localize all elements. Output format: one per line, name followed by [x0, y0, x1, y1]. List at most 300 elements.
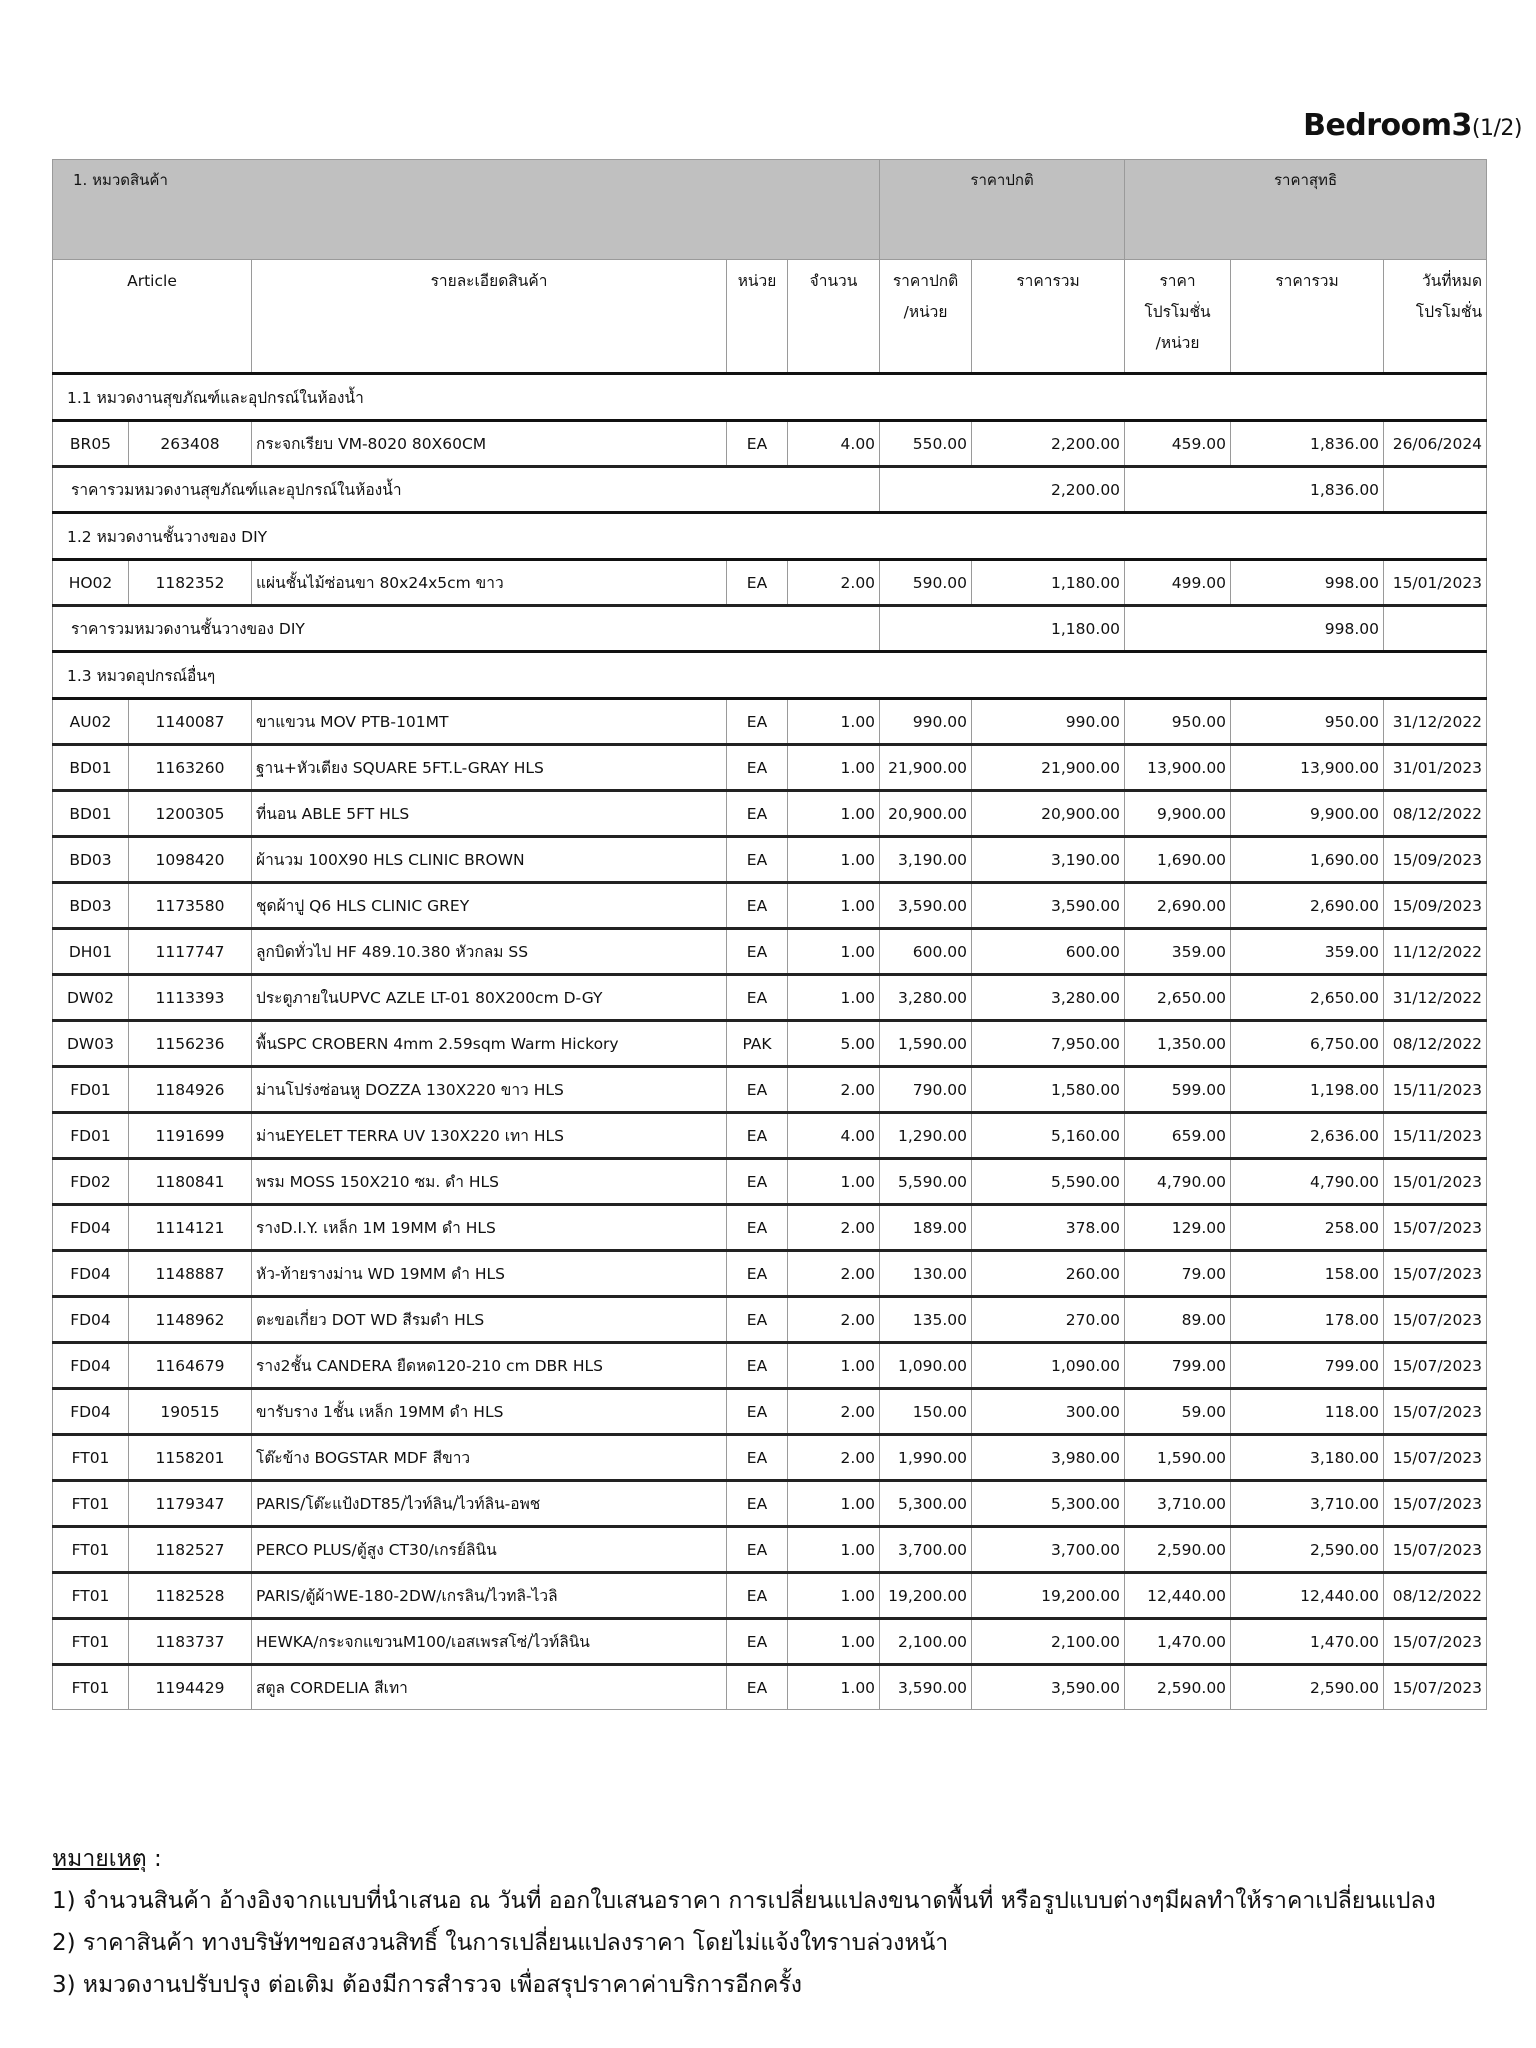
subtotal-regular: 2,200.00 [880, 467, 1125, 513]
col-promo-end-line2: โปรโมชั่น [1415, 303, 1483, 321]
item-promo-total: 1,198.00 [1231, 1067, 1384, 1113]
group-header-regular-price: ราคาปกติ [880, 160, 1125, 260]
item-promo-price: 359.00 [1125, 929, 1231, 975]
item-description: PARIS/โต๊ะแป้งDT85/ไวท์ลิน/ไวท์ลิน-อพช [252, 1481, 727, 1527]
item-code: FD01 [53, 1067, 129, 1113]
item-unit-price: 1,990.00 [880, 1435, 972, 1481]
item-promo-total: 3,180.00 [1231, 1435, 1384, 1481]
item-promo-price: 4,790.00 [1125, 1159, 1231, 1205]
item-unit-price: 189.00 [880, 1205, 972, 1251]
item-unit-price: 5,590.00 [880, 1159, 972, 1205]
item-code: FD04 [53, 1389, 129, 1435]
table-row [53, 1297, 1487, 1343]
item-unit: EA [727, 791, 788, 837]
note-line: 3) หมวดงานปรับปรุง ต่อเติม ต้องมีการสำรวจ เพื่อสรุปราคาค่าบริการอีกครั้ง [52, 1972, 802, 1998]
item-promo-total: 2,590.00 [1231, 1527, 1384, 1573]
item-unit: EA [727, 1205, 788, 1251]
item-unit: EA [727, 883, 788, 929]
item-promo-end: 15/07/2023 [1384, 1297, 1487, 1343]
item-unit: EA [727, 1251, 788, 1297]
item-total: 3,700.00 [972, 1527, 1125, 1573]
item-article: 1114121 [129, 1205, 252, 1251]
group-header-category: 1. หมวดสินค้า [53, 160, 880, 260]
col-regular-unit-price [880, 260, 972, 374]
item-code: BD03 [53, 883, 129, 929]
section-title: 1.1 หมวดงานสุขภัณฑ์และอุปกรณ์ในห้องน้ำ [53, 374, 1487, 421]
subtotal-promo: 1,836.00 [1125, 467, 1384, 513]
item-promo-end: 15/07/2023 [1384, 1481, 1487, 1527]
item-promo-price: 1,470.00 [1125, 1619, 1231, 1665]
item-unit-price: 550.00 [880, 421, 972, 467]
item-description: ที่นอน ABLE 5FT HLS [252, 791, 727, 837]
item-total: 3,280.00 [972, 975, 1125, 1021]
table-row [53, 745, 1487, 791]
item-quantity: 1.00 [788, 745, 880, 791]
item-code: FD04 [53, 1343, 129, 1389]
item-total: 20,900.00 [972, 791, 1125, 837]
item-code: FD02 [53, 1159, 129, 1205]
item-quantity: 1.00 [788, 1343, 880, 1389]
item-quantity: 1.00 [788, 1159, 880, 1205]
table-row [53, 1665, 1487, 1710]
table-row [53, 1205, 1487, 1251]
col-unit: หน่วย [727, 260, 788, 374]
table-row [53, 1067, 1487, 1113]
item-quantity: 1.00 [788, 837, 880, 883]
item-total: 2,100.00 [972, 1619, 1125, 1665]
col-quantity: จำนวน [788, 260, 880, 374]
section-title: 1.3 หมวดอุปกรณ์อื่นๆ [53, 652, 1487, 699]
table-row [53, 975, 1487, 1021]
item-promo-price: 12,440.00 [1125, 1573, 1231, 1619]
item-unit: EA [727, 1389, 788, 1435]
page-title [1303, 108, 1522, 143]
subtotal-empty [1384, 606, 1487, 652]
item-article: 1148962 [129, 1297, 252, 1343]
item-unit: EA [727, 745, 788, 791]
item-quantity: 2.00 [788, 1435, 880, 1481]
item-description: ฐาน+หัวเตียง SQUARE 5FT.L-GRAY HLS [252, 745, 727, 791]
item-article: 1156236 [129, 1021, 252, 1067]
item-promo-end: 15/07/2023 [1384, 1527, 1487, 1573]
page-title-text: Bedroom3 [1303, 108, 1472, 143]
item-promo-total: 178.00 [1231, 1297, 1384, 1343]
item-unit-price: 130.00 [880, 1251, 972, 1297]
column-header-row [53, 260, 1487, 374]
item-unit-price: 150.00 [880, 1389, 972, 1435]
item-unit-price: 790.00 [880, 1067, 972, 1113]
group-header-row [53, 160, 1487, 260]
col-regular-total: ราคารวม [972, 260, 1125, 374]
item-total: 600.00 [972, 929, 1125, 975]
subtotal-row [53, 467, 1487, 513]
item-description: ขาแขวน MOV PTB-101MT [252, 699, 727, 745]
item-code: FD04 [53, 1205, 129, 1251]
item-quantity: 2.00 [788, 1297, 880, 1343]
item-quantity: 1.00 [788, 929, 880, 975]
item-description: รางD.I.Y. เหล็ก 1M 19MM ดำ HLS [252, 1205, 727, 1251]
item-unit-price: 590.00 [880, 560, 972, 606]
item-unit-price: 21,900.00 [880, 745, 972, 791]
item-description: ราง2ชั้น CANDERA ยืดหด120-210 cm DBR HLS [252, 1343, 727, 1389]
item-code: HO02 [53, 560, 129, 606]
item-unit: EA [727, 1435, 788, 1481]
item-quantity: 2.00 [788, 1389, 880, 1435]
item-total: 260.00 [972, 1251, 1125, 1297]
section-header-row [53, 374, 1487, 421]
item-code: FT01 [53, 1573, 129, 1619]
item-description: ประตูภายในUPVC AZLE LT-01 80X200cm D-GY [252, 975, 727, 1021]
table-row [53, 791, 1487, 837]
item-unit: EA [727, 1297, 788, 1343]
item-promo-end: 08/12/2022 [1384, 1021, 1487, 1067]
item-promo-end: 15/07/2023 [1384, 1665, 1487, 1710]
item-unit: EA [727, 1527, 788, 1573]
item-description: หัว-ท้ายรางม่าน WD 19MM ดำ HLS [252, 1251, 727, 1297]
item-promo-end: 08/12/2022 [1384, 791, 1487, 837]
item-unit: EA [727, 1067, 788, 1113]
item-promo-price: 499.00 [1125, 560, 1231, 606]
item-unit: EA [727, 699, 788, 745]
item-unit: EA [727, 1665, 788, 1710]
item-description: PARIS/ตู้ผ้าWE-180-2DW/เกรลิน/ไวทลิ-ไวลิ [252, 1573, 727, 1619]
item-total: 3,590.00 [972, 1665, 1125, 1710]
item-description: ลูกบิดทั่วไป HF 489.10.380 หัวกลม SS [252, 929, 727, 975]
table-row [53, 1159, 1487, 1205]
notes [52, 1838, 1436, 2006]
item-unit-price: 1,290.00 [880, 1113, 972, 1159]
item-unit: EA [727, 1159, 788, 1205]
item-article: 1180841 [129, 1159, 252, 1205]
item-description: ตะขอเกี่ยว DOT WD สีรมดำ HLS [252, 1297, 727, 1343]
item-unit: EA [727, 1619, 788, 1665]
item-promo-price: 79.00 [1125, 1251, 1231, 1297]
item-promo-total: 258.00 [1231, 1205, 1384, 1251]
item-promo-total: 950.00 [1231, 699, 1384, 745]
item-description: ม่านEYELET TERRA UV 130X220 เทา HLS [252, 1113, 727, 1159]
item-unit: EA [727, 929, 788, 975]
item-quantity: 1.00 [788, 1527, 880, 1573]
subtotal-row [53, 606, 1487, 652]
item-total: 5,300.00 [972, 1481, 1125, 1527]
item-total: 5,160.00 [972, 1113, 1125, 1159]
item-code: FT01 [53, 1481, 129, 1527]
item-total: 7,950.00 [972, 1021, 1125, 1067]
item-promo-price: 599.00 [1125, 1067, 1231, 1113]
item-quantity: 1.00 [788, 975, 880, 1021]
item-promo-end: 31/12/2022 [1384, 699, 1487, 745]
item-promo-end: 15/09/2023 [1384, 837, 1487, 883]
item-description: ม่านโปร่งซ่อนหู DOZZA 130X220 ขาว HLS [252, 1067, 727, 1113]
item-promo-price: 9,900.00 [1125, 791, 1231, 837]
item-promo-total: 1,690.00 [1231, 837, 1384, 883]
item-code: BD03 [53, 837, 129, 883]
item-promo-total: 13,900.00 [1231, 745, 1384, 791]
item-quantity: 4.00 [788, 421, 880, 467]
item-description: ชุดผ้าปู Q6 HLS CLINIC GREY [252, 883, 727, 929]
item-unit: PAK [727, 1021, 788, 1067]
table-row [53, 699, 1487, 745]
item-quantity: 1.00 [788, 699, 880, 745]
table-row [53, 1343, 1487, 1389]
item-article: 1163260 [129, 745, 252, 791]
item-quantity: 1.00 [788, 1481, 880, 1527]
col-promo-end-line1: วันที่หมด [1422, 272, 1483, 290]
table-row [53, 1619, 1487, 1665]
col-article: Article [53, 260, 252, 374]
item-promo-total: 12,440.00 [1231, 1573, 1384, 1619]
item-unit-price: 20,900.00 [880, 791, 972, 837]
item-description: ขารับราง 1ชั้น เหล็ก 19MM ดำ HLS [252, 1389, 727, 1435]
item-promo-end: 15/07/2023 [1384, 1619, 1487, 1665]
item-promo-total: 799.00 [1231, 1343, 1384, 1389]
notes-title: หมายเหตุ [52, 1846, 147, 1872]
item-article: 263408 [129, 421, 252, 467]
col-promo-unit-price-line3: /หน่วย [1155, 334, 1200, 352]
table-row [53, 1573, 1487, 1619]
item-promo-price: 2,690.00 [1125, 883, 1231, 929]
item-promo-price: 2,650.00 [1125, 975, 1231, 1021]
item-description: แผ่นชั้นไม้ซ่อนขา 80x24x5cm ขาว [252, 560, 727, 606]
item-code: FD04 [53, 1251, 129, 1297]
subtotal-label: ราคารวมหมวดงานสุขภัณฑ์และอุปกรณ์ในห้องน้ำ [53, 467, 880, 513]
item-promo-price: 1,590.00 [1125, 1435, 1231, 1481]
item-description: พื้นSPC CROBERN 4mm 2.59sqm Warm Hickory [252, 1021, 727, 1067]
item-promo-end: 26/06/2024 [1384, 421, 1487, 467]
item-quantity: 2.00 [788, 1067, 880, 1113]
item-promo-total: 118.00 [1231, 1389, 1384, 1435]
item-unit-price: 3,590.00 [880, 1665, 972, 1710]
item-description: สตูล CORDELIA สีเทา [252, 1665, 727, 1710]
item-total: 1,180.00 [972, 560, 1125, 606]
item-article: 1113393 [129, 975, 252, 1021]
item-code: BR05 [53, 421, 129, 467]
item-promo-price: 1,350.00 [1125, 1021, 1231, 1067]
col-regular-unit-price-line1: ราคาปกติ [892, 272, 959, 290]
table-row [53, 1021, 1487, 1067]
item-article: 1182527 [129, 1527, 252, 1573]
subtotal-promo: 998.00 [1125, 606, 1384, 652]
item-promo-price: 59.00 [1125, 1389, 1231, 1435]
item-total: 1,090.00 [972, 1343, 1125, 1389]
notes-heading [52, 1838, 1436, 1880]
item-unit-price: 1,590.00 [880, 1021, 972, 1067]
item-article: 1173580 [129, 883, 252, 929]
item-promo-total: 2,690.00 [1231, 883, 1384, 929]
item-promo-total: 6,750.00 [1231, 1021, 1384, 1067]
item-unit: EA [727, 1481, 788, 1527]
item-unit-price: 3,190.00 [880, 837, 972, 883]
page-number: (1/2) [1471, 116, 1522, 141]
item-description: HEWKA/กระจกแขวนM100/เอสเพรสโซ่/ไวท์ลินิน [252, 1619, 727, 1665]
item-quantity: 2.00 [788, 1205, 880, 1251]
item-code: FD01 [53, 1113, 129, 1159]
item-promo-end: 15/01/2023 [1384, 1159, 1487, 1205]
item-total: 990.00 [972, 699, 1125, 745]
item-promo-price: 799.00 [1125, 1343, 1231, 1389]
item-code: BD01 [53, 745, 129, 791]
item-promo-total: 1,470.00 [1231, 1619, 1384, 1665]
item-promo-total: 3,710.00 [1231, 1481, 1384, 1527]
item-article: 1117747 [129, 929, 252, 975]
item-code: AU02 [53, 699, 129, 745]
item-unit-price: 3,700.00 [880, 1527, 972, 1573]
item-article: 1182352 [129, 560, 252, 606]
item-article: 1098420 [129, 837, 252, 883]
section-header-row [53, 652, 1487, 699]
item-promo-price: 2,590.00 [1125, 1665, 1231, 1710]
section-title: 1.2 หมวดงานชั้นวางของ DIY [53, 513, 1487, 560]
table-row [53, 560, 1487, 606]
item-code: BD01 [53, 791, 129, 837]
table-row [53, 1113, 1487, 1159]
item-promo-end: 15/11/2023 [1384, 1113, 1487, 1159]
item-total: 5,590.00 [972, 1159, 1125, 1205]
item-article: 1140087 [129, 699, 252, 745]
item-unit-price: 2,100.00 [880, 1619, 972, 1665]
item-total: 300.00 [972, 1389, 1125, 1435]
item-unit: EA [727, 1113, 788, 1159]
item-promo-price: 129.00 [1125, 1205, 1231, 1251]
item-unit: EA [727, 421, 788, 467]
item-description: โต๊ะข้าง BOGSTAR MDF สีขาว [252, 1435, 727, 1481]
item-total: 3,590.00 [972, 883, 1125, 929]
item-article: 1182528 [129, 1573, 252, 1619]
item-description: PERCO PLUS/ตู้สูง CT30/เกรย์ลินิน [252, 1527, 727, 1573]
item-unit-price: 19,200.00 [880, 1573, 972, 1619]
item-total: 3,190.00 [972, 837, 1125, 883]
item-promo-price: 950.00 [1125, 699, 1231, 745]
table-row [53, 1251, 1487, 1297]
item-article: 1194429 [129, 1665, 252, 1710]
item-article: 1148887 [129, 1251, 252, 1297]
item-promo-price: 659.00 [1125, 1113, 1231, 1159]
item-total: 3,980.00 [972, 1435, 1125, 1481]
group-header-net-price: ราคาสุทธิ [1125, 160, 1487, 260]
item-promo-total: 2,636.00 [1231, 1113, 1384, 1159]
item-promo-price: 13,900.00 [1125, 745, 1231, 791]
item-quantity: 2.00 [788, 1251, 880, 1297]
item-quantity: 1.00 [788, 883, 880, 929]
item-unit: EA [727, 837, 788, 883]
item-description: ผ้านวม 100X90 HLS CLINIC BROWN [252, 837, 727, 883]
item-promo-price: 89.00 [1125, 1297, 1231, 1343]
table-row [53, 929, 1487, 975]
item-total: 19,200.00 [972, 1573, 1125, 1619]
item-article: 1184926 [129, 1067, 252, 1113]
item-promo-end: 15/07/2023 [1384, 1435, 1487, 1481]
item-code: FT01 [53, 1665, 129, 1710]
item-unit-price: 1,090.00 [880, 1343, 972, 1389]
item-promo-total: 2,590.00 [1231, 1665, 1384, 1710]
table-row [53, 1435, 1487, 1481]
col-regular-unit-price-line2: /หน่วย [903, 303, 948, 321]
item-total: 21,900.00 [972, 745, 1125, 791]
item-quantity: 2.00 [788, 560, 880, 606]
item-promo-price: 1,690.00 [1125, 837, 1231, 883]
item-promo-total: 158.00 [1231, 1251, 1384, 1297]
subtotal-label: ราคารวมหมวดงานชั้นวางของ DIY [53, 606, 880, 652]
item-promo-end: 15/07/2023 [1384, 1389, 1487, 1435]
item-quantity: 1.00 [788, 1619, 880, 1665]
col-promo-end [1384, 260, 1487, 374]
item-code: DW02 [53, 975, 129, 1021]
item-code: FT01 [53, 1435, 129, 1481]
table-row [53, 1389, 1487, 1435]
item-promo-end: 15/01/2023 [1384, 560, 1487, 606]
col-description: รายละเอียดสินค้า [252, 260, 727, 374]
note-line: 1) จำนวนสินค้า อ้างอิงจากแบบที่นำเสนอ ณ วันที่ ออกใบเสนอราคา การเปลี่ยนแปลงขนาดพื้นที่ หรือรูปแบบต่างๆมีผลทำให้ราคาเปลี่ยนแปลง [52, 1888, 1436, 1914]
item-promo-total: 2,650.00 [1231, 975, 1384, 1021]
section-header-row [53, 513, 1487, 560]
item-article: 1183737 [129, 1619, 252, 1665]
item-promo-end: 15/07/2023 [1384, 1343, 1487, 1389]
table-row [53, 421, 1487, 467]
subtotal-empty [1384, 467, 1487, 513]
subtotal-regular: 1,180.00 [880, 606, 1125, 652]
item-promo-end: 08/12/2022 [1384, 1573, 1487, 1619]
item-promo-end: 31/12/2022 [1384, 975, 1487, 1021]
notes-colon: : [146, 1846, 162, 1872]
item-promo-total: 4,790.00 [1231, 1159, 1384, 1205]
item-total: 378.00 [972, 1205, 1125, 1251]
item-promo-end: 11/12/2022 [1384, 929, 1487, 975]
item-promo-total: 998.00 [1231, 560, 1384, 606]
table-row [53, 883, 1487, 929]
item-unit: EA [727, 975, 788, 1021]
item-unit-price: 3,590.00 [880, 883, 972, 929]
col-promo-unit-price [1125, 260, 1231, 374]
item-quantity: 1.00 [788, 1665, 880, 1710]
item-total: 270.00 [972, 1297, 1125, 1343]
item-quantity: 1.00 [788, 1573, 880, 1619]
col-promo-unit-price-line1: ราคา [1159, 272, 1196, 290]
item-article: 1179347 [129, 1481, 252, 1527]
item-article: 190515 [129, 1389, 252, 1435]
item-unit: EA [727, 1573, 788, 1619]
item-promo-end: 15/11/2023 [1384, 1067, 1487, 1113]
item-promo-end: 31/01/2023 [1384, 745, 1487, 791]
item-promo-end: 15/07/2023 [1384, 1251, 1487, 1297]
item-total: 1,580.00 [972, 1067, 1125, 1113]
item-unit-price: 5,300.00 [880, 1481, 972, 1527]
col-promo-total: ราคารวม [1231, 260, 1384, 374]
item-unit: EA [727, 1343, 788, 1389]
note-line: 2) ราคาสินค้า ทางบริษัทฯขอสงวนสิทธิ์ ในการเปลี่ยนแปลงราคา โดยไม่แจ้งใทราบล่วงหน้า [52, 1930, 949, 1956]
item-code: DW03 [53, 1021, 129, 1067]
item-promo-total: 359.00 [1231, 929, 1384, 975]
item-quantity: 4.00 [788, 1113, 880, 1159]
item-article: 1200305 [129, 791, 252, 837]
table-row [53, 1481, 1487, 1527]
item-code: FT01 [53, 1619, 129, 1665]
item-promo-total: 9,900.00 [1231, 791, 1384, 837]
table-row [53, 1527, 1487, 1573]
item-article: 1164679 [129, 1343, 252, 1389]
item-description: กระจกเรียบ VM-8020 80X60CM [252, 421, 727, 467]
item-quantity: 1.00 [788, 791, 880, 837]
item-unit-price: 135.00 [880, 1297, 972, 1343]
item-promo-total: 1,836.00 [1231, 421, 1384, 467]
item-unit: EA [727, 560, 788, 606]
item-promo-price: 459.00 [1125, 421, 1231, 467]
item-quantity: 5.00 [788, 1021, 880, 1067]
item-code: FD04 [53, 1297, 129, 1343]
item-article: 1191699 [129, 1113, 252, 1159]
item-description: พรม MOSS 150X210 ซม. ดำ HLS [252, 1159, 727, 1205]
quotation-table [52, 159, 1487, 1710]
item-promo-end: 15/07/2023 [1384, 1205, 1487, 1251]
